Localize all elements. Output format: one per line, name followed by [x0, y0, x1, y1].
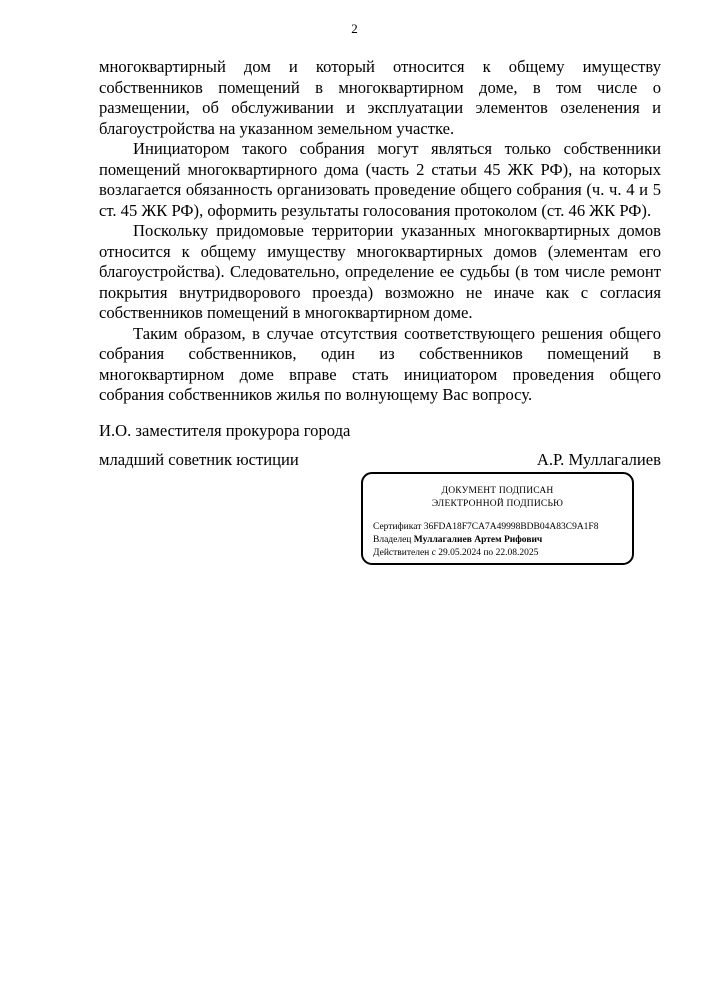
stamp-title-line1: ДОКУМЕНТ ПОДПИСАН — [441, 486, 554, 496]
paragraph-3: Поскольку придомовые территории указанных многоквартирных домов относится к общему имуществу многоквартирных домов (элементам его благоустройства). Следовательно, определение ее судьбы (в том числе ремонт покрытия внутридворового проезда) возможно не иначе как с согласия собственников помещений в многоквартирном доме. — [99, 221, 661, 322]
paragraph-1: многоквартирный дом и который относится к общему имуществу собственников помещений в многоквартирном доме, в том числе о размещении, об обслуживании и эксплуатации элементов озеленения и благоустройства на указанном земельном участке. — [99, 57, 661, 138]
certificate-value: 36FDA18F7CA7A49998BDB04A83C9A1F8 — [423, 522, 599, 532]
stamp-owner-row — [373, 534, 542, 546]
electronic-signature-stamp — [361, 472, 634, 565]
owner-label: Владелец — [373, 535, 412, 545]
stamp-title — [363, 485, 632, 511]
valid-from-value: 29.05.2024 — [438, 548, 481, 558]
valid-label: Действителен — [373, 548, 430, 558]
stamp-validity-row — [373, 547, 538, 559]
letter-body — [99, 57, 661, 406]
valid-to-value: 22.08.2025 — [495, 548, 539, 558]
signer-position-line1: И.О. заместителя прокурора города — [99, 421, 351, 440]
paragraph-2: Инициатором такого собрания могут являться только собственники помещений многоквартирного дома (часть 2 статьи 45 ЖК РФ), на которых возлагается обязанность организовать проведение общего собрания (ч. ч. 4 и 5 ст. 45 ЖК РФ), оформить результаты голосования протоколом (ст. 46 ЖК РФ). — [99, 139, 661, 220]
signer-line2 — [99, 450, 661, 470]
stamp-title-line2: ЭЛЕКТРОННОЙ ПОДПИСЬЮ — [431, 499, 564, 509]
certificate-label: Сертификат — [373, 522, 422, 532]
valid-to-label: по — [483, 548, 494, 558]
signer-name: А.Р. Муллагалиев — [536, 450, 661, 469]
paragraph-4: Таким образом, в случае отсутствия соответствующего решения общего собрания собственников, один из собственников помещений в многоквартирном доме вправе стать инициатором проведения общего собрания собственников жилья по волнующему Вас вопросу. — [99, 323, 661, 404]
page-number: 2 — [351, 21, 358, 36]
stamp-certificate-row — [373, 521, 598, 533]
valid-from-label: с — [431, 548, 436, 558]
signer-rank: младший советник юстиции — [99, 450, 299, 469]
owner-value: Муллагалиев Артем Рифович — [413, 535, 543, 545]
